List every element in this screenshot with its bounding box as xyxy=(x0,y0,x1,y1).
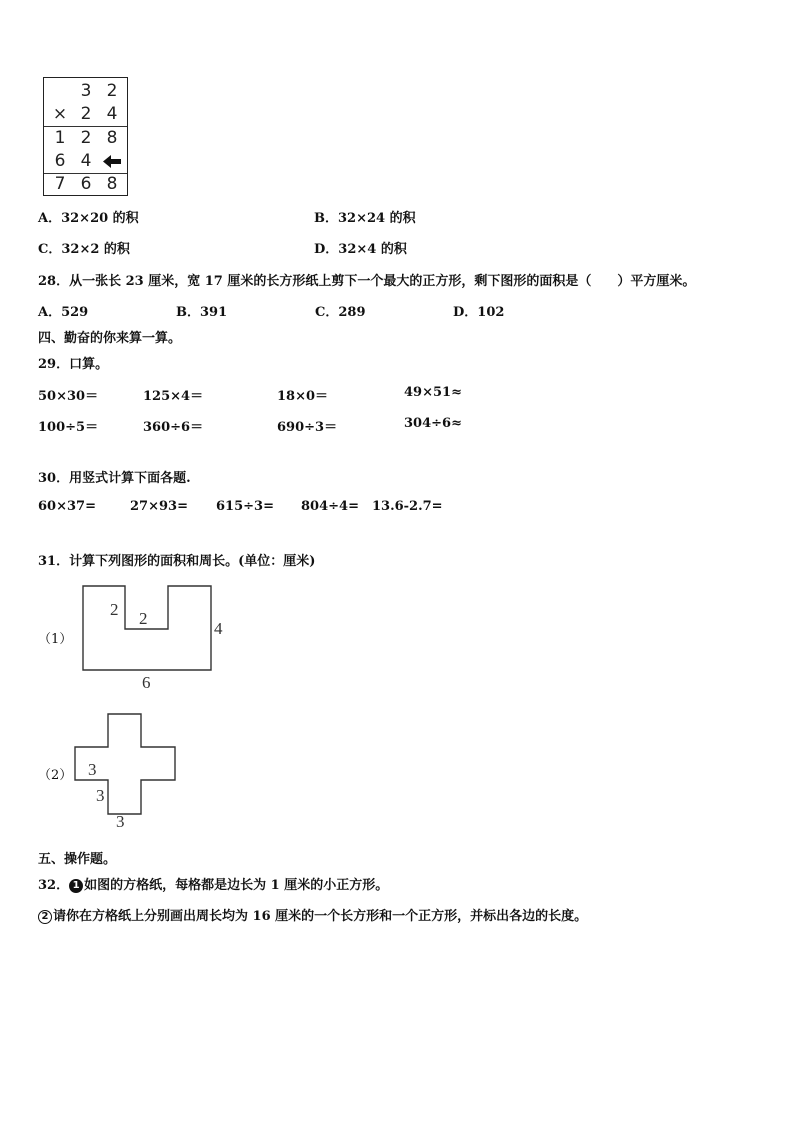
calc-digit: 2 xyxy=(80,128,92,148)
q30-item: 615÷3= xyxy=(216,499,274,514)
figure-1-dim-label: 2 xyxy=(139,609,148,628)
times-sign: × xyxy=(52,104,68,124)
calc-digit: 7 xyxy=(54,174,66,194)
q32-line-2-text: 请你在方格纸上分别画出周长均为 16 厘米的一个长方形和一个正方形，并标出各边的长度。 xyxy=(53,909,588,924)
calc-row-2 xyxy=(44,103,127,126)
q29-item: 304÷6≈ xyxy=(404,416,462,431)
figure-1-dim-label: 2 xyxy=(110,600,119,619)
q27-option-c: C．32×2 的积 xyxy=(38,242,130,257)
q27-option-b: B．32×24 的积 xyxy=(314,211,416,226)
q28-question: 28．从一张长 23 厘米，宽 17 厘米的长方形纸上剪下一个最大的正方形，剩下图形的面积是（ ）平方厘米。 xyxy=(38,274,696,289)
q32-line-1-text: 如图的方格纸，每格都是边长为 1 厘米的小正方形。 xyxy=(84,878,389,893)
calc-row-3 xyxy=(44,127,127,150)
circled-number-icon: 2 xyxy=(38,910,52,924)
calc-row-1 xyxy=(44,80,127,103)
q29-item: 360÷6＝ xyxy=(143,420,204,435)
calc-digit: 4 xyxy=(106,104,118,124)
calc-row-4 xyxy=(44,150,127,173)
q32-line-2 xyxy=(38,905,587,924)
q28-option-a: A．529 xyxy=(38,305,89,320)
calc-digit: 2 xyxy=(80,104,92,124)
calc-digit: 4 xyxy=(80,151,92,171)
q29-item: 125×4＝ xyxy=(143,389,204,404)
circled-number-icon: 1 xyxy=(69,879,83,893)
q29-item: 50×30＝ xyxy=(38,389,99,404)
q29-item: 690÷3＝ xyxy=(277,420,338,435)
figure-1-label: （1） xyxy=(38,632,73,647)
figure-2-dim-label: 3 xyxy=(96,786,105,805)
q30-item: 13.6-2.7= xyxy=(372,499,443,514)
q32-number: 32． xyxy=(38,878,70,893)
calc-digit: 1 xyxy=(54,128,66,148)
q29-item: 100÷5＝ xyxy=(38,420,99,435)
q30-item: 804÷4= xyxy=(301,499,359,514)
calc-digit: 8 xyxy=(106,174,118,194)
calc-digit: 3 xyxy=(80,81,92,101)
multiplication-figure xyxy=(43,77,128,196)
calc-digit: 8 xyxy=(106,128,118,148)
figure-1-dim-label: 4 xyxy=(214,619,223,638)
q29-item: 18×0＝ xyxy=(277,389,329,404)
section-5-title: 五、操作题。 xyxy=(38,852,117,867)
q30-item: 27×93= xyxy=(130,499,188,514)
figure-2-label: （2） xyxy=(38,768,73,783)
section-4-title: 四、勤奋的你来算一算。 xyxy=(38,331,182,346)
calc-digit: 2 xyxy=(106,81,118,101)
q29-title: 29．口算。 xyxy=(38,357,109,372)
figure-2-dim-label: 3 xyxy=(88,760,97,779)
q31-title: 31．计算下列图形的面积和周长。(单位：厘米) xyxy=(38,554,316,569)
calc-digit: 6 xyxy=(80,174,92,194)
q30-title: 30．用竖式计算下面各题. xyxy=(38,471,191,486)
calc-row-5 xyxy=(44,173,127,196)
figure-2-dim-label: 3 xyxy=(116,812,125,831)
q28-option-c: C．289 xyxy=(315,305,366,320)
q32-line-1 xyxy=(38,874,388,893)
q28-option-d: D．102 xyxy=(453,305,505,320)
figure-1-dim-label: 6 xyxy=(142,673,151,692)
calc-digit: 6 xyxy=(54,151,66,171)
q29-item: 49×51≈ xyxy=(404,385,462,400)
q30-item: 60×37= xyxy=(38,499,96,514)
q27-option-a: A．32×20 的积 xyxy=(38,211,139,226)
q28-option-b: B．391 xyxy=(176,305,228,320)
q27-option-d: D．32×4 的积 xyxy=(314,242,407,257)
